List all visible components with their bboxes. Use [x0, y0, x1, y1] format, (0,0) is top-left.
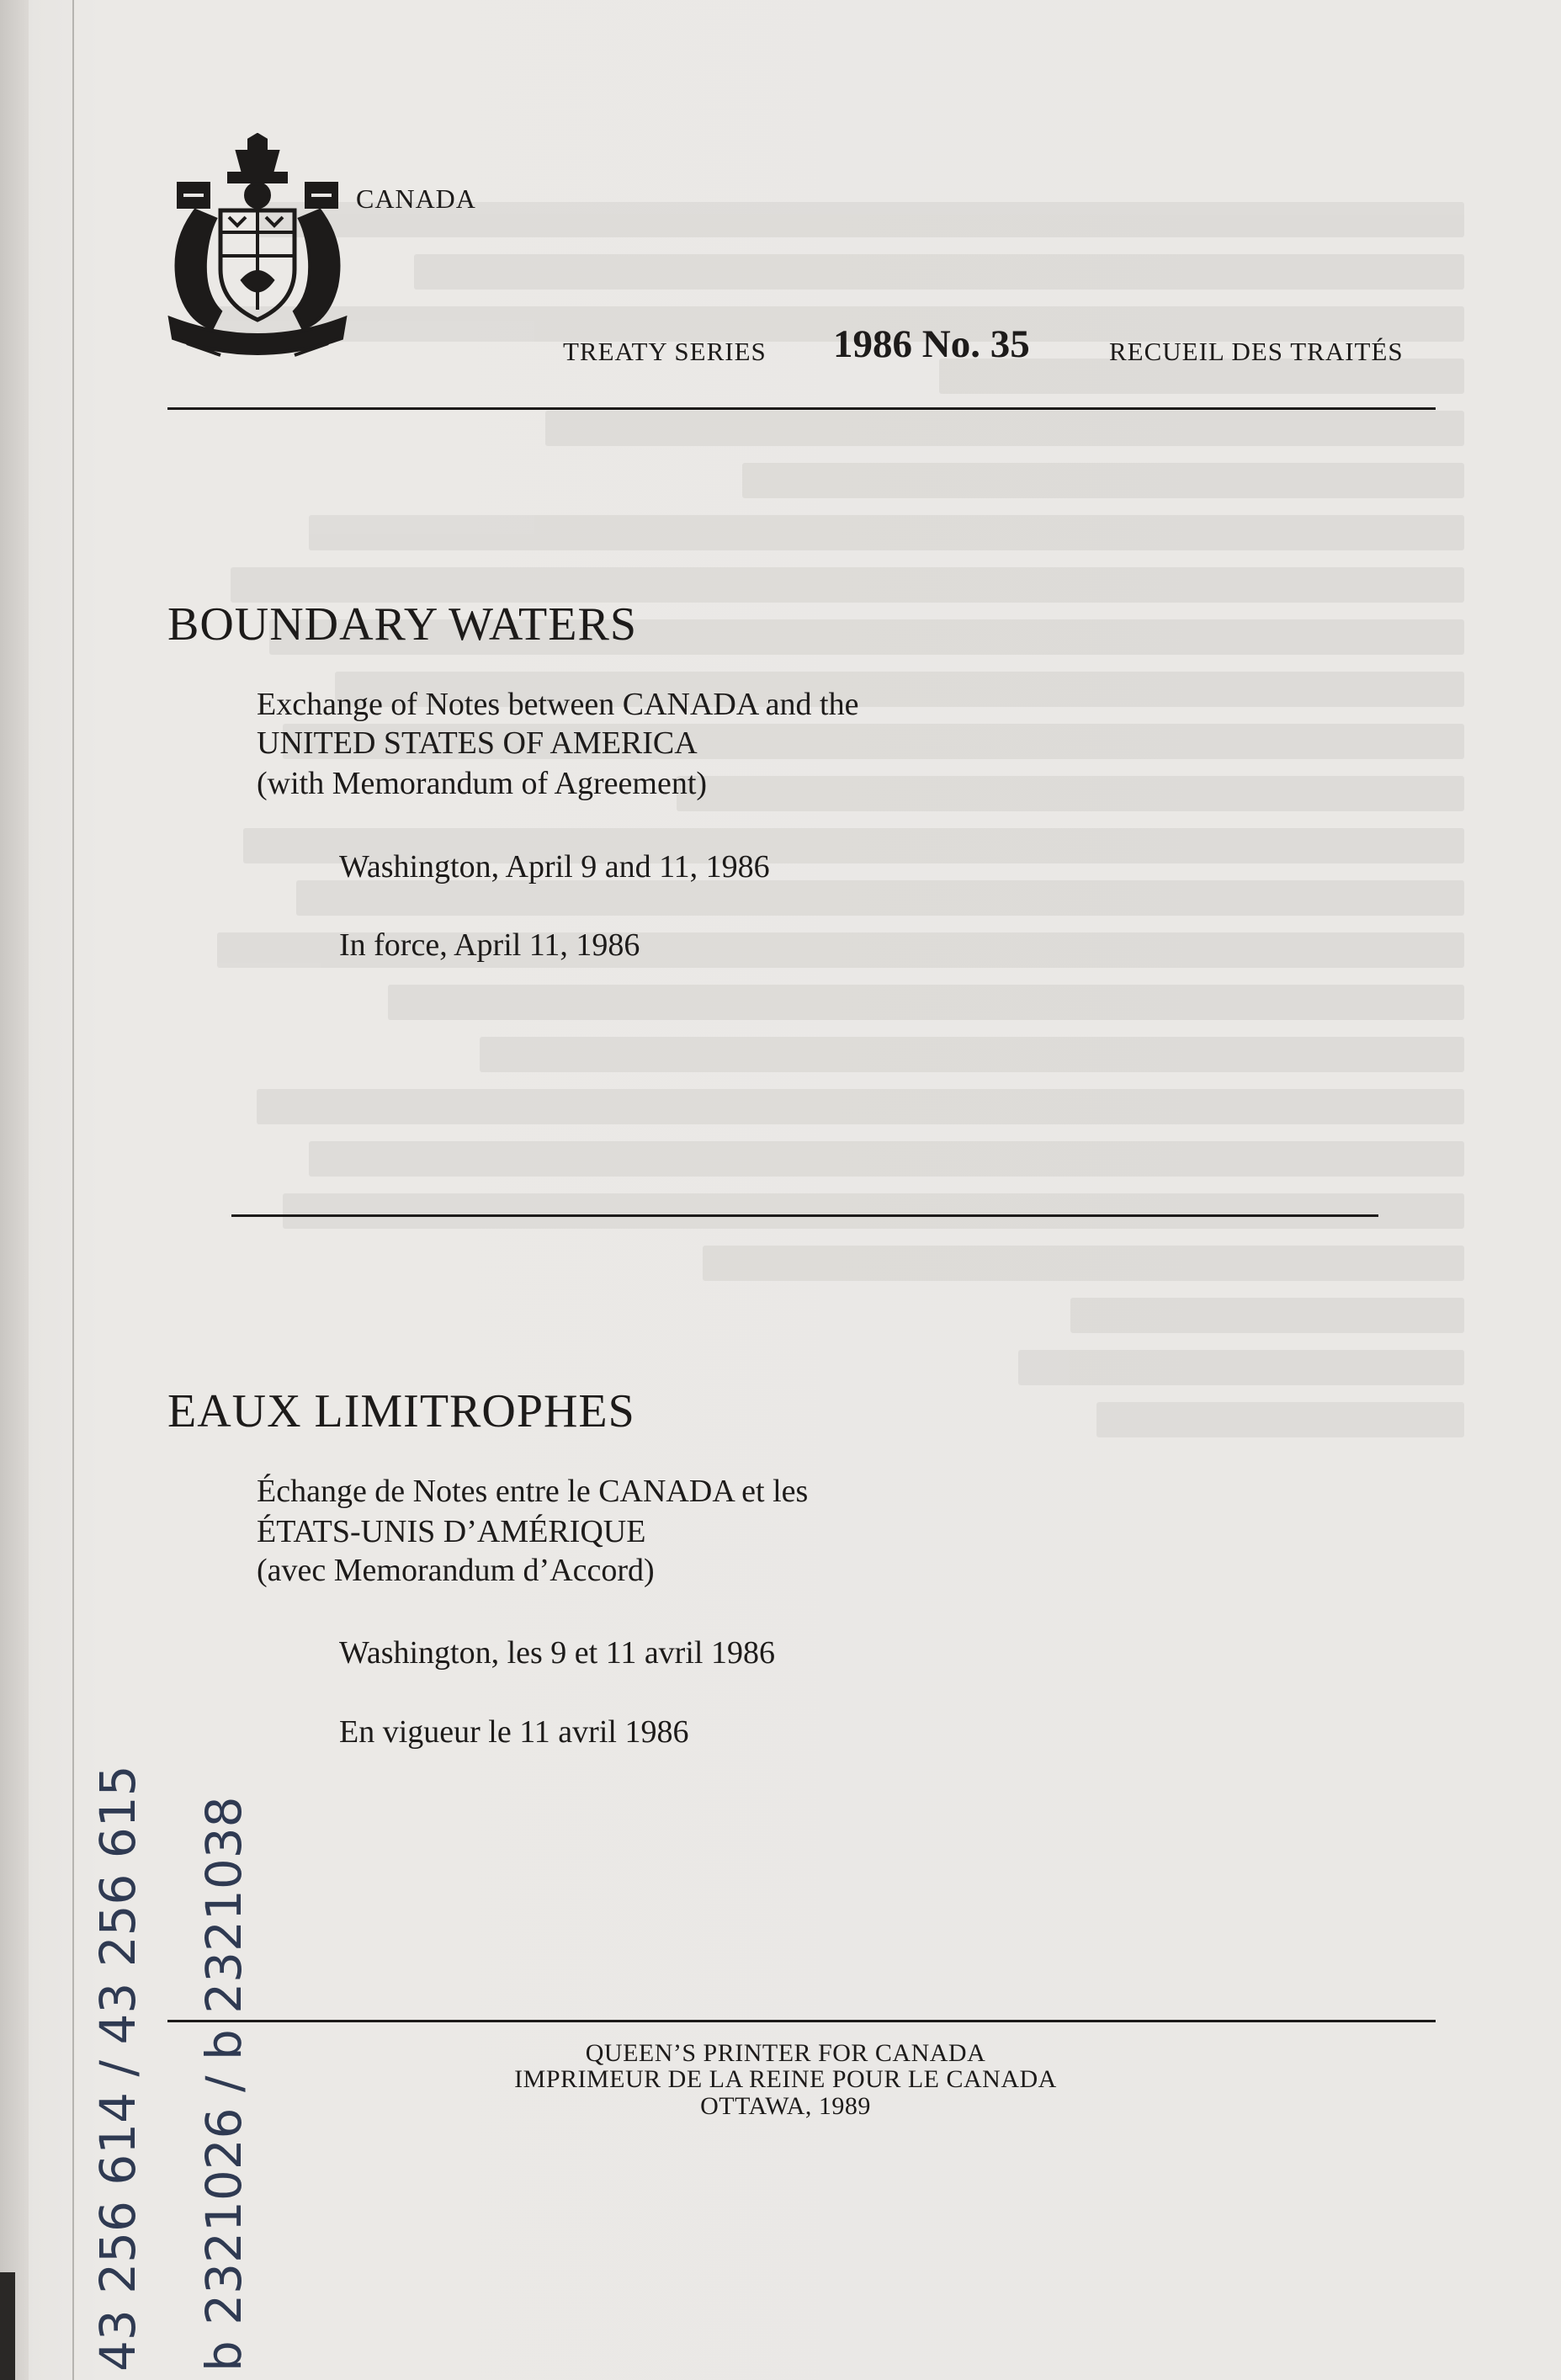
handwritten-note-2: b 2321026 / b 2321038: [195, 1796, 252, 2372]
subtitle-fr-line1: Échange de Notes entre le CANADA et les: [257, 1474, 809, 1509]
title-en: BOUNDARY WATERS: [167, 598, 637, 651]
subtitle-en-line1: Exchange of Notes between CANADA and the: [257, 687, 859, 722]
series-label-fr: RECUEIL DES TRAITÉS: [1109, 337, 1404, 366]
subtitle-fr-line2: ÉTATS-UNIS D’AMÉRIQUE: [257, 1514, 646, 1549]
bottom-divider: [167, 2020, 1436, 2022]
top-divider: [167, 407, 1436, 410]
title-fr: EAUX LIMITROPHES: [167, 1385, 635, 1437]
printer-line-fr: IMPRIMEUR DE LA REINE POUR LE CANADA: [514, 2065, 1057, 2093]
series-header: [0, 321, 1561, 372]
handwritten-note-1: 43 256 614 / 43 256 615: [89, 1765, 146, 2372]
in-force-fr: En vigueur le 11 avril 1986: [339, 1714, 689, 1750]
series-number: 1986 No. 35: [833, 322, 1030, 366]
subtitle-en-line2: UNITED STATES OF AMERICA: [257, 725, 698, 761]
signing-date-fr: Washington, les 9 et 11 avril 1986: [339, 1635, 775, 1671]
middle-divider: [231, 1214, 1378, 1217]
in-force-en: In force, April 11, 1986: [339, 927, 640, 963]
printer-line-en: QUEEN’S PRINTER FOR CANADA: [585, 2039, 986, 2067]
series-label-en: TREATY SERIES: [563, 337, 767, 366]
subtitle-fr-line3: (avec Memorandum d’Accord): [257, 1553, 655, 1588]
binding-tab: [0, 2272, 15, 2380]
country-name: CANADA: [356, 183, 476, 214]
subtitle-en-line3: (with Memorandum of Agreement): [257, 766, 708, 801]
show-through-text: [151, 202, 1464, 2138]
signing-date-en: Washington, April 9 and 11, 1986: [339, 849, 770, 885]
printer-place-year: OTTAWA, 1989: [700, 2092, 871, 2120]
